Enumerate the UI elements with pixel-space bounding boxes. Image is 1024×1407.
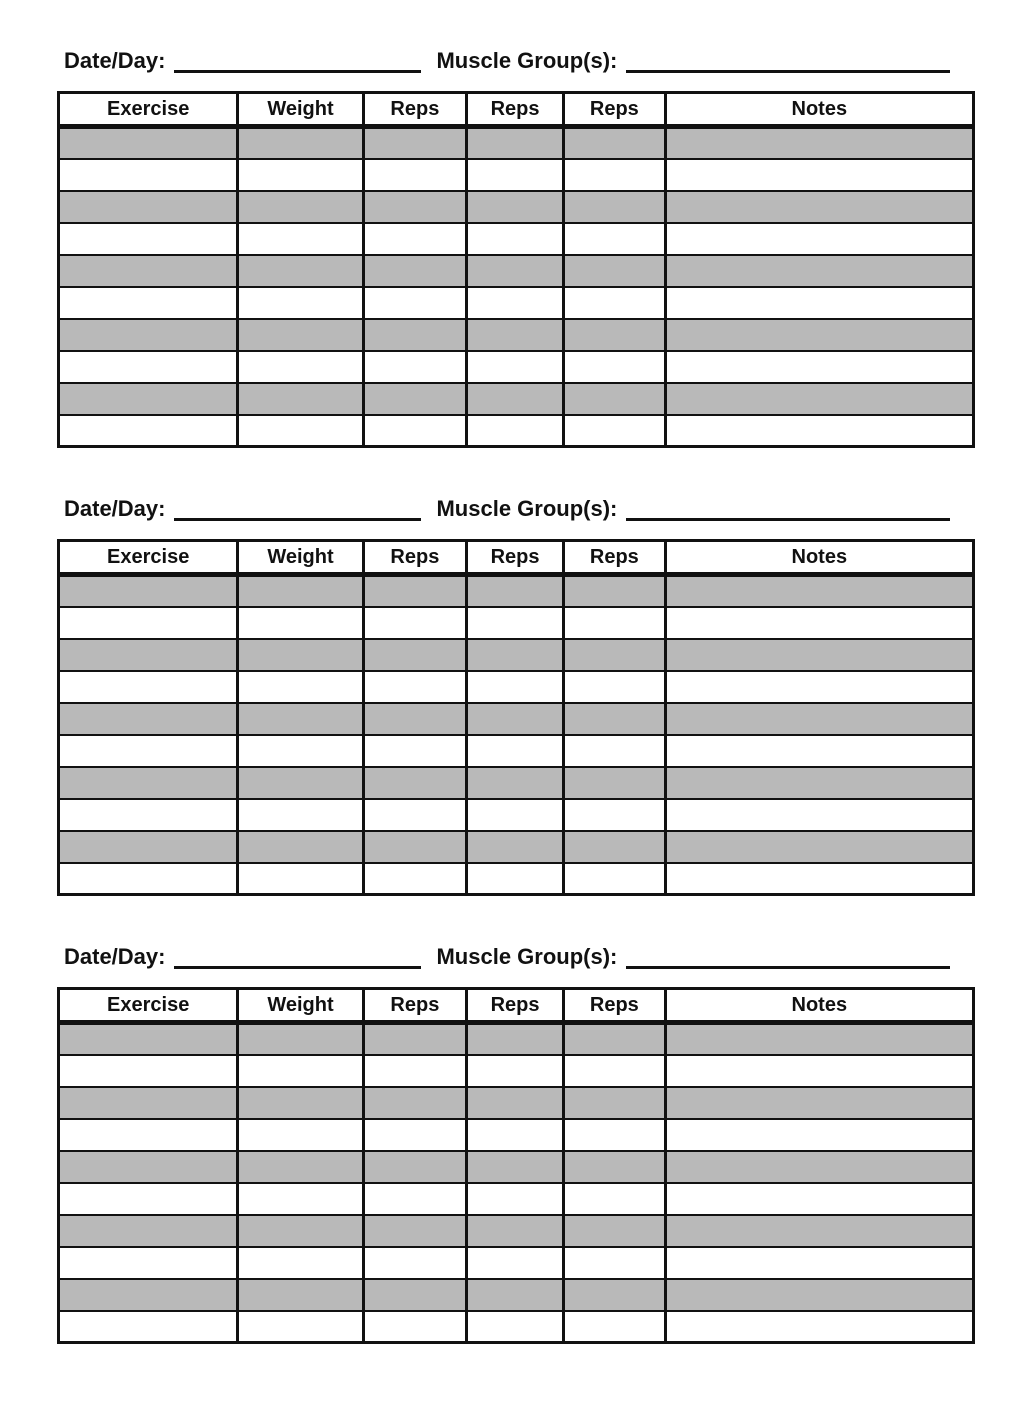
table-cell[interactable]	[59, 1183, 238, 1215]
table-row	[59, 1151, 974, 1183]
table-cell[interactable]	[467, 287, 564, 319]
table-cell[interactable]	[467, 159, 564, 191]
table-row	[59, 863, 974, 895]
table-cell[interactable]	[363, 223, 466, 255]
table-header-row	[59, 93, 974, 127]
table-cell[interactable]	[564, 703, 666, 735]
table-cell[interactable]	[238, 415, 363, 447]
column-header-reps-3: Reps	[564, 541, 666, 575]
muscle-groups-input[interactable]	[626, 49, 950, 73]
table-cell[interactable]	[467, 415, 564, 447]
table-cell[interactable]	[363, 1023, 466, 1055]
table-cell[interactable]	[665, 383, 973, 415]
table-row	[59, 831, 974, 863]
table-cell[interactable]	[665, 703, 973, 735]
table-cell[interactable]	[564, 223, 666, 255]
table-row	[59, 671, 974, 703]
table-cell[interactable]	[467, 1087, 564, 1119]
table-cell[interactable]	[665, 575, 973, 607]
table-cell[interactable]	[238, 1119, 363, 1151]
table-cell[interactable]	[363, 1311, 466, 1343]
exercise-log-table	[57, 91, 975, 448]
date-day-label: Date/Day:	[64, 48, 166, 73]
table-row	[59, 1055, 974, 1087]
muscle-groups-label: Muscle Group(s):	[436, 496, 618, 521]
table-cell[interactable]	[564, 863, 666, 895]
table-cell[interactable]	[363, 159, 466, 191]
table-cell[interactable]	[665, 1023, 973, 1055]
table-row	[59, 383, 974, 415]
table-cell[interactable]	[665, 639, 973, 671]
table-cell[interactable]	[564, 1311, 666, 1343]
table-cell[interactable]	[238, 1311, 363, 1343]
table-cell[interactable]	[467, 799, 564, 831]
table-cell[interactable]	[59, 415, 238, 447]
table-cell[interactable]	[363, 1055, 466, 1087]
column-header-reps-3: Reps	[564, 989, 666, 1023]
column-header-exercise: Exercise	[59, 541, 238, 575]
exercise-log-table	[57, 539, 975, 896]
table-cell[interactable]	[363, 1087, 466, 1119]
table-cell[interactable]	[363, 799, 466, 831]
column-header-notes: Notes	[665, 541, 973, 575]
column-header-reps-3: Reps	[564, 93, 666, 127]
table-cell[interactable]	[665, 1087, 973, 1119]
table-cell[interactable]	[59, 255, 238, 287]
table-cell[interactable]	[59, 223, 238, 255]
table-cell[interactable]	[564, 1183, 666, 1215]
table-cell[interactable]	[665, 607, 973, 639]
table-cell[interactable]	[564, 1151, 666, 1183]
column-header-exercise: Exercise	[59, 93, 238, 127]
table-cell[interactable]	[238, 383, 363, 415]
table-cell[interactable]	[363, 415, 466, 447]
table-cell[interactable]	[467, 223, 564, 255]
exercise-log-table	[57, 987, 975, 1344]
table-cell[interactable]	[564, 639, 666, 671]
table-row	[59, 191, 974, 223]
table-cell[interactable]	[363, 287, 466, 319]
table-cell[interactable]	[665, 1183, 973, 1215]
table-cell[interactable]	[59, 1279, 238, 1311]
workout-session-section-1	[57, 46, 975, 448]
table-cell[interactable]	[363, 191, 466, 223]
table-cell[interactable]	[363, 863, 466, 895]
table-cell[interactable]	[363, 1215, 466, 1247]
table-cell[interactable]	[363, 607, 466, 639]
table-cell[interactable]	[59, 607, 238, 639]
table-cell[interactable]	[467, 191, 564, 223]
table-cell[interactable]	[467, 1311, 564, 1343]
table-cell[interactable]	[665, 287, 973, 319]
table-cell[interactable]	[665, 767, 973, 799]
table-cell[interactable]	[59, 831, 238, 863]
table-cell[interactable]	[59, 159, 238, 191]
table-cell[interactable]	[238, 735, 363, 767]
table-cell[interactable]	[467, 1055, 564, 1087]
column-header-reps-2: Reps	[467, 989, 564, 1023]
table-cell[interactable]	[564, 159, 666, 191]
table-cell[interactable]	[59, 191, 238, 223]
table-cell[interactable]	[467, 1151, 564, 1183]
table-cell[interactable]	[363, 767, 466, 799]
table-cell[interactable]	[238, 799, 363, 831]
table-cell[interactable]	[238, 287, 363, 319]
table-cell[interactable]	[564, 1247, 666, 1279]
table-cell[interactable]	[238, 1279, 363, 1311]
table-cell[interactable]	[665, 415, 973, 447]
column-header-reps-1: Reps	[363, 93, 466, 127]
table-cell[interactable]	[59, 1055, 238, 1087]
table-cell[interactable]	[363, 639, 466, 671]
table-cell[interactable]	[59, 863, 238, 895]
table-cell[interactable]	[564, 255, 666, 287]
table-cell[interactable]	[467, 735, 564, 767]
table-cell[interactable]	[59, 1119, 238, 1151]
table-cell[interactable]	[564, 1055, 666, 1087]
table-cell[interactable]	[564, 735, 666, 767]
table-cell[interactable]	[59, 1151, 238, 1183]
table-cell[interactable]	[59, 671, 238, 703]
table-row	[59, 1311, 974, 1343]
table-row	[59, 287, 974, 319]
table-cell[interactable]	[363, 831, 466, 863]
table-cell[interactable]	[59, 639, 238, 671]
table-cell[interactable]	[363, 671, 466, 703]
table-cell[interactable]	[59, 127, 238, 159]
table-cell[interactable]	[467, 1023, 564, 1055]
table-cell[interactable]	[564, 607, 666, 639]
table-row	[59, 799, 974, 831]
table-cell[interactable]	[59, 1023, 238, 1055]
muscle-groups-input[interactable]	[626, 497, 950, 521]
table-cell[interactable]	[238, 1023, 363, 1055]
table-cell[interactable]	[467, 767, 564, 799]
table-cell[interactable]	[564, 831, 666, 863]
table-cell[interactable]	[467, 383, 564, 415]
table-cell[interactable]	[467, 1119, 564, 1151]
table-cell[interactable]	[467, 607, 564, 639]
table-cell[interactable]	[363, 575, 466, 607]
table-cell[interactable]	[363, 127, 466, 159]
table-cell[interactable]	[238, 703, 363, 735]
table-cell[interactable]	[564, 319, 666, 351]
table-cell[interactable]	[665, 191, 973, 223]
table-header-row	[59, 989, 974, 1023]
table-cell[interactable]	[665, 1279, 973, 1311]
table-row	[59, 703, 974, 735]
table-cell[interactable]	[363, 1119, 466, 1151]
table-cell[interactable]	[59, 1247, 238, 1279]
table-cell[interactable]	[59, 319, 238, 351]
table-row	[59, 1247, 974, 1279]
table-cell[interactable]	[238, 319, 363, 351]
table-cell[interactable]	[467, 831, 564, 863]
table-cell[interactable]	[665, 127, 973, 159]
column-header-weight: Weight	[238, 541, 363, 575]
table-cell[interactable]	[564, 671, 666, 703]
table-cell[interactable]	[467, 671, 564, 703]
table-cell[interactable]	[238, 1247, 363, 1279]
table-cell[interactable]	[238, 159, 363, 191]
table-cell[interactable]	[564, 1215, 666, 1247]
table-cell[interactable]	[238, 1055, 363, 1087]
table-cell[interactable]	[564, 191, 666, 223]
table-cell[interactable]	[238, 127, 363, 159]
muscle-groups-label: Muscle Group(s):	[436, 48, 618, 73]
table-cell[interactable]	[238, 1151, 363, 1183]
muscle-groups-input[interactable]	[626, 945, 950, 969]
table-cell[interactable]	[238, 255, 363, 287]
table-cell[interactable]	[564, 383, 666, 415]
table-row	[59, 415, 974, 447]
table-cell[interactable]	[564, 1279, 666, 1311]
table-cell[interactable]	[564, 287, 666, 319]
table-row	[59, 255, 974, 287]
table-cell[interactable]	[467, 863, 564, 895]
table-cell[interactable]	[238, 1087, 363, 1119]
section-header-line	[64, 942, 975, 972]
table-cell[interactable]	[665, 1151, 973, 1183]
table-cell[interactable]	[59, 1087, 238, 1119]
table-cell[interactable]	[467, 639, 564, 671]
table-cell[interactable]	[59, 767, 238, 799]
table-cell[interactable]	[363, 351, 466, 383]
table-row	[59, 767, 974, 799]
table-row	[59, 1087, 974, 1119]
table-cell[interactable]	[59, 383, 238, 415]
table-cell[interactable]	[467, 319, 564, 351]
table-cell[interactable]	[59, 799, 238, 831]
table-row	[59, 159, 974, 191]
table-cell[interactable]	[665, 223, 973, 255]
table-cell[interactable]	[665, 351, 973, 383]
table-cell[interactable]	[238, 767, 363, 799]
date-day-label: Date/Day:	[64, 496, 166, 521]
date-day-input[interactable]	[174, 49, 421, 73]
column-header-reps-2: Reps	[467, 541, 564, 575]
table-cell[interactable]	[665, 159, 973, 191]
table-row	[59, 607, 974, 639]
table-cell[interactable]	[467, 1215, 564, 1247]
table-cell[interactable]	[665, 1055, 973, 1087]
table-cell[interactable]	[238, 671, 363, 703]
column-header-reps-1: Reps	[363, 989, 466, 1023]
table-cell[interactable]	[665, 831, 973, 863]
table-row	[59, 1119, 974, 1151]
column-header-reps-2: Reps	[467, 93, 564, 127]
column-header-exercise: Exercise	[59, 989, 238, 1023]
table-cell[interactable]	[665, 863, 973, 895]
table-cell[interactable]	[564, 1023, 666, 1055]
table-cell[interactable]	[467, 575, 564, 607]
column-header-notes: Notes	[665, 93, 973, 127]
table-cell[interactable]	[564, 1087, 666, 1119]
table-cell[interactable]	[467, 1279, 564, 1311]
table-cell[interactable]	[467, 127, 564, 159]
table-cell[interactable]	[59, 575, 238, 607]
table-cell[interactable]	[59, 703, 238, 735]
workout-session-section-2	[57, 494, 975, 896]
table-cell[interactable]	[665, 799, 973, 831]
table-row	[59, 127, 974, 159]
table-cell[interactable]	[665, 735, 973, 767]
table-cell[interactable]	[665, 319, 973, 351]
table-row	[59, 223, 974, 255]
table-cell[interactable]	[363, 1279, 466, 1311]
table-row	[59, 639, 974, 671]
table-cell[interactable]	[564, 351, 666, 383]
table-cell[interactable]	[238, 639, 363, 671]
table-cell[interactable]	[665, 671, 973, 703]
table-cell[interactable]	[59, 1215, 238, 1247]
table-cell[interactable]	[665, 1119, 973, 1151]
table-row	[59, 735, 974, 767]
column-header-notes: Notes	[665, 989, 973, 1023]
table-cell[interactable]	[665, 1247, 973, 1279]
table-cell[interactable]	[363, 255, 466, 287]
column-header-weight: Weight	[238, 93, 363, 127]
table-row	[59, 1023, 974, 1055]
table-cell[interactable]	[363, 1247, 466, 1279]
table-cell[interactable]	[238, 863, 363, 895]
table-cell[interactable]	[363, 1151, 466, 1183]
table-cell[interactable]	[238, 351, 363, 383]
table-cell[interactable]	[363, 383, 466, 415]
table-cell[interactable]	[238, 575, 363, 607]
table-row	[59, 575, 974, 607]
table-cell[interactable]	[564, 1119, 666, 1151]
table-row	[59, 319, 974, 351]
table-cell[interactable]	[238, 607, 363, 639]
table-header-row	[59, 541, 974, 575]
table-cell[interactable]	[467, 1183, 564, 1215]
table-cell[interactable]	[238, 223, 363, 255]
table-cell[interactable]	[665, 1215, 973, 1247]
table-row	[59, 351, 974, 383]
table-cell[interactable]	[238, 1183, 363, 1215]
table-cell[interactable]	[564, 415, 666, 447]
column-header-reps-1: Reps	[363, 541, 466, 575]
table-cell[interactable]	[363, 1183, 466, 1215]
table-cell[interactable]	[59, 1311, 238, 1343]
section-header-line	[64, 46, 975, 76]
muscle-groups-label: Muscle Group(s):	[436, 944, 618, 969]
table-cell[interactable]	[564, 575, 666, 607]
table-cell[interactable]	[238, 191, 363, 223]
table-cell[interactable]	[467, 351, 564, 383]
table-cell[interactable]	[238, 1215, 363, 1247]
table-cell[interactable]	[467, 1247, 564, 1279]
table-cell[interactable]	[238, 831, 363, 863]
table-cell[interactable]	[59, 735, 238, 767]
workout-session-section-3	[57, 942, 975, 1344]
date-day-label: Date/Day:	[64, 944, 166, 969]
table-cell[interactable]	[564, 767, 666, 799]
table-cell[interactable]	[665, 1311, 973, 1343]
section-header-line	[64, 494, 975, 524]
table-cell[interactable]	[59, 287, 238, 319]
date-day-input[interactable]	[174, 945, 421, 969]
table-row	[59, 1215, 974, 1247]
table-cell[interactable]	[363, 319, 466, 351]
column-header-weight: Weight	[238, 989, 363, 1023]
table-cell[interactable]	[665, 255, 973, 287]
table-cell[interactable]	[363, 703, 466, 735]
table-cell[interactable]	[467, 255, 564, 287]
table-cell[interactable]	[467, 703, 564, 735]
table-cell[interactable]	[59, 351, 238, 383]
table-cell[interactable]	[564, 127, 666, 159]
table-cell[interactable]	[363, 735, 466, 767]
table-row	[59, 1279, 974, 1311]
table-cell[interactable]	[564, 799, 666, 831]
date-day-input[interactable]	[174, 497, 421, 521]
table-row	[59, 1183, 974, 1215]
